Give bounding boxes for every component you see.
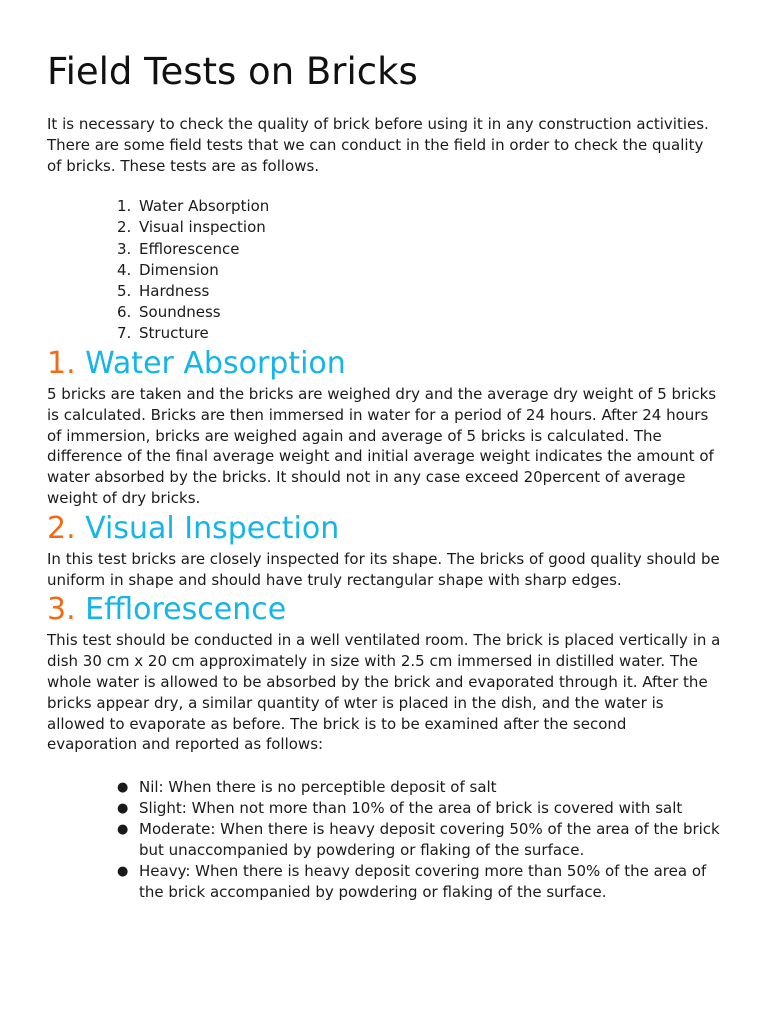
list-item-number: 3. [117,239,132,258]
section-heading-visual-inspection [47,509,721,549]
list-item-label: Efflorescence [139,239,240,258]
section-paragraph: 5 bricks are taken and the bricks are weighed dry and the average dry weight of 5 bricks is calculated. Bricks are then immersed in water for a period of 24 hours. After 24 hours of immersion, bricks are weighed again and average of 5 bricks is calculated. The difference of the final average weight and initial average weight indicates the amount of water absorbed by the bricks. It should not in any case exceed 20percent of average weight of dry bricks. [47,385,717,508]
list-item [117,217,721,238]
list-item-number: 4. [117,260,132,279]
page-title: Field Tests on Bricks [47,50,418,93]
intro-paragraph: It is necessary to check the quality of brick before using it in any construction activities. There are some field tests that we can conduct in the field in order to check the quality of bricks. These tests are as follows. [47,115,709,175]
list-item [117,302,721,323]
list-item-label: Visual inspection [139,218,266,237]
list-item-number: 6. [117,302,132,321]
list-item [117,798,721,819]
list-item [117,239,721,260]
list-item [117,861,721,903]
list-item [117,777,721,798]
list-item-number: 5. [117,281,132,300]
section-number: 1. [47,346,76,382]
list-item-label: Nil: When there is no perceptible deposit of salt [139,778,497,797]
section-paragraph: In this test bricks are closely inspected for its shape. The bricks of good quality should be uniform in shape and should have truly rectangular shape with sharp edges. [47,549,720,589]
section-title: Visual Inspection [85,510,340,546]
list-item-label: Moderate: When there is heavy deposit covering 50% of the area of the brick but unaccompanied by powdering or flaking of the surface. [139,820,720,860]
bullet-icon: ● [117,864,129,880]
list-item-label: Soundness [139,302,221,321]
bullet-icon: ● [117,801,129,817]
list-item-label: Heavy: When there is heavy deposit covering more than 50% of the area of the brick accompanied by powdering or flaking of the surface. [139,862,707,902]
list-item-label: Slight: When not more than 10% of the area of brick is covered with salt [139,799,683,818]
section-number: 3. [47,592,76,628]
efflorescence-levels-list [47,777,721,903]
bullet-icon: ● [117,780,129,796]
list-item-number: 7. [117,323,132,342]
bullet-icon: ● [117,822,129,838]
section-title: Efflorescence [85,592,287,628]
list-item [117,281,721,302]
list-item-number: 1. [117,197,132,216]
tests-list [47,196,721,344]
list-item [117,196,721,217]
section-title: Water Absorption [85,346,346,382]
section-number: 2. [47,510,76,546]
list-item-number: 2. [117,218,132,237]
section-heading-efflorescence [47,590,721,630]
list-item [117,323,721,344]
section-paragraph: This test should be conducted in a well ventilated room. The brick is placed vertically in a dish 30 cm x 20 cm approximately in size with 2.5 cm immersed in distilled water. The whole water is allowed to be absorbed by the brick and evaporated through it. After the bricks appear dry, a similar quantity of wter is placed in the dish, and the water is allowed to evaporate as before. The brick is to be examined after the second evaporation and reported as follows: [47,631,721,754]
section-heading-water-absorption [47,344,721,384]
list-item-label: Water Absorption [139,197,270,216]
list-item [117,260,721,281]
list-item-label: Structure [139,323,209,342]
list-item-label: Hardness [139,281,210,300]
list-item-label: Dimension [139,260,219,279]
list-item [117,819,721,861]
